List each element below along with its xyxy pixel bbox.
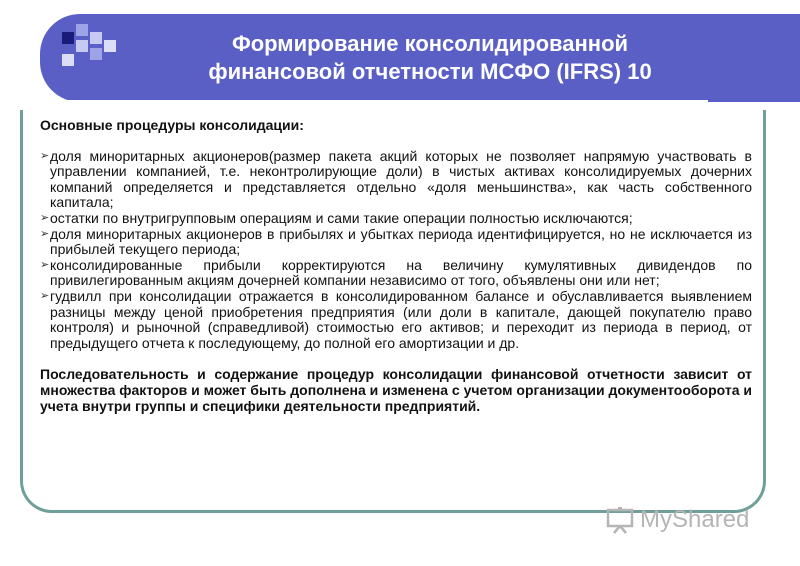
arrow-bullet-icon: ➢ [40, 289, 50, 302]
list-item-text: консолидированные прибыли корректируются на величину кумулятивных дивидендов по привилегированным акциям дочерней компании независимо от того, объявлены они или нет; [50, 256, 752, 289]
list-item [40, 289, 752, 351]
list-item-text: доля миноритарных акционеров в прибылях и убытках периода идентифицируется, но не исключается из прибылей текущего периода; [50, 225, 752, 258]
decorative-squares-icon [62, 24, 118, 72]
list-item [40, 227, 752, 258]
arrow-bullet-icon: ➢ [40, 227, 50, 240]
arrow-bullet-icon: ➢ [40, 211, 50, 224]
list-item [40, 258, 752, 289]
page-title [150, 30, 710, 86]
closing-paragraph: Последовательность и содержание процедур консолидации финансовой отчетности зависит от множества факторов и может быть дополнена и изменена с учетом организации документооборота и учета внутри группы и специфики деятельности предприятий. [40, 366, 752, 414]
section-heading: Основные процедуры консолидации: [40, 117, 304, 133]
list-item [40, 211, 752, 227]
title-line-2: финансовой отчетности МСФО (IFRS) 10 [208, 59, 652, 84]
list-item-text: остатки по внутригрупповым операциям и сами такие операции полностью исключаются; [50, 209, 633, 226]
content-body [40, 118, 752, 414]
presentation-board-icon [606, 506, 634, 534]
list-item-text: гудвилл при консолидации отражается в консолидированном балансе и обуславливается выявлением разницы между ценой приобретения предприятия (или доли в капитале, дающей покупателю право контроля) и рыночной (справедливой) стоимостью его активов; и переходит из периода в период, от предыдущего отчета к последующему, до полной его амортизации и др. [50, 287, 752, 351]
title-underline [40, 100, 708, 102]
list-item-text: доля миноритарных акционеров(размер пакета акций которых не позволяет напрямую участвовать в управлении компанией, т.е. неконтролирующие доли) в чистых активах консолидируемых дочерних компаний определяется и представляется отдельно «доля меньшинства», как часть собственного капитала; [50, 147, 752, 211]
watermark-logo [606, 504, 776, 538]
arrow-bullet-icon: ➢ [40, 258, 50, 271]
title-line-1: Формирование консолидированной [231, 31, 629, 56]
list-item [40, 149, 752, 211]
watermark-text: MyShared [640, 506, 750, 533]
arrow-bullet-icon: ➢ [40, 149, 50, 162]
